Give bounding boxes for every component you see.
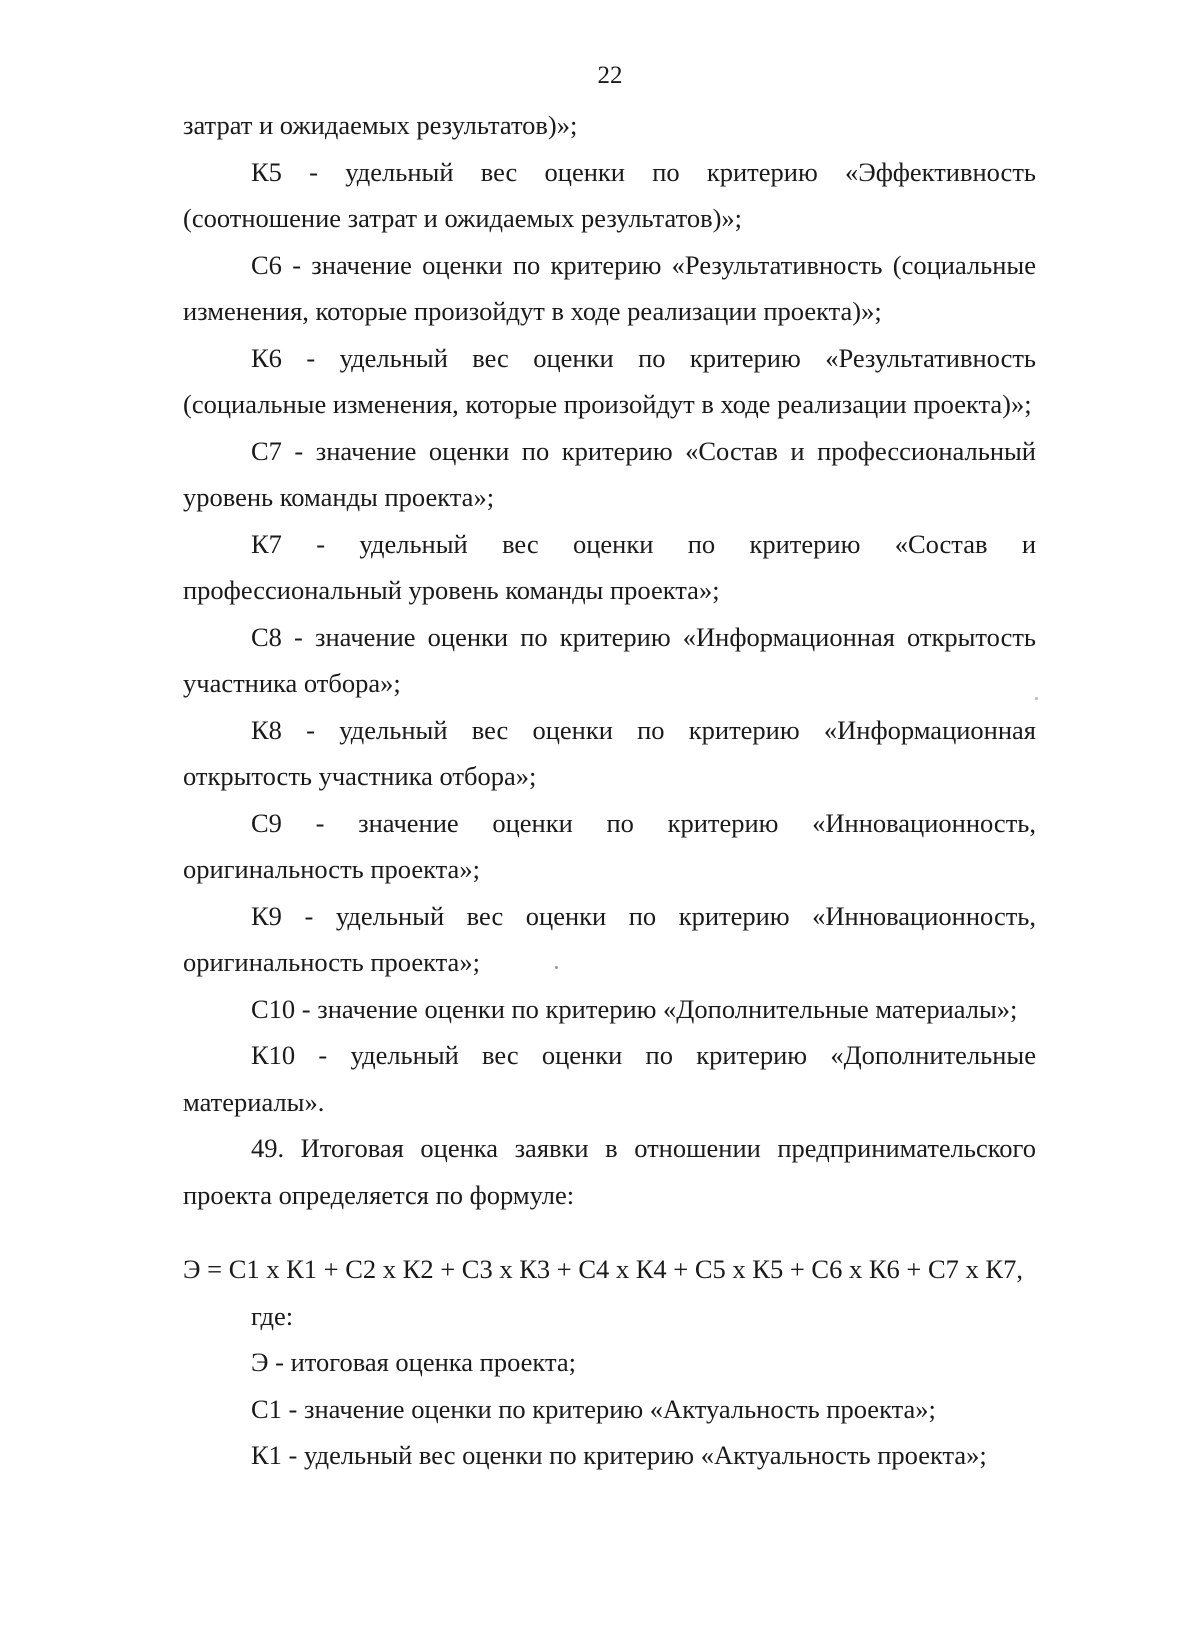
paragraph-k7: К7 - удельный вес оценки по критерию «Состав и профессиональный уровень команды проекта»; bbox=[183, 528, 1036, 605]
paragraph-where: где: bbox=[251, 1300, 294, 1331]
paragraph-k8: К8 - удельный вес оценки по критерию «Информационная открытость участника отбора»; bbox=[183, 714, 1036, 791]
paragraph-e-definition: Э - итоговая оценка проекта; bbox=[251, 1347, 576, 1377]
paragraph-k9: К9 - удельный вес оценки по критерию «Инновационность, оригинальность проекта»; bbox=[183, 900, 1036, 977]
paragraph-c7: С7 - значение оценки по критерию «Состав и профессиональный уровень команды проекта»; bbox=[183, 435, 1036, 512]
page-number: 22 bbox=[597, 62, 623, 89]
paragraph-c10: С10 - значение оценки по критерию «Дополнительные материалы»; bbox=[251, 993, 1018, 1024]
paragraph-k1: К1 - удельный вес оценки по критерию «Актуальность проекта»; bbox=[251, 1440, 987, 1470]
paragraph-c8: С8 - значение оценки по критерию «Информационная открытость участника отбора»; bbox=[183, 621, 1036, 698]
paragraph-c9: С9 - значение оценки по критерию «Инновационность, оригинальность проекта»; bbox=[183, 807, 1036, 884]
scan-speck-2 bbox=[555, 966, 558, 969]
paragraph-c1: С1 - значение оценки по критерию «Актуальность проекта»; bbox=[251, 1393, 936, 1424]
scan-speck bbox=[1035, 697, 1038, 700]
formula: Э = С1 х К1 + С2 х К2 + С3 х К3 + С4 х К4 + С5 х К5 + С6 х К6 + С7 х К7, bbox=[183, 1254, 1023, 1284]
paragraph-k5: К5 - удельный вес оценки по критерию «Эффективность (соотношение затрат и ожидаемых результатов)»; bbox=[183, 156, 1036, 233]
paragraph-k6: К6 - удельный вес оценки по критерию «Результативность (социальные изменения, которые произойдут в ходе реализации проекта)»; bbox=[183, 342, 1036, 419]
paragraph-49: 49. Итоговая оценка заявки в отношении предпринимательского проекта определяется по формуле: bbox=[183, 1133, 1036, 1210]
paragraph-k10: К10 - удельный вес оценки по критерию «Дополнительные материалы». bbox=[183, 1040, 1036, 1117]
paragraph-c6: С6 - значение оценки по критерию «Результативность (социальные изменения, которые произойдут в ходе реализации проекта)»; bbox=[183, 249, 1036, 326]
paragraph-continuation: затрат и ожидаемых результатов)»; bbox=[183, 110, 578, 140]
document-body bbox=[183, 102, 1036, 1479]
